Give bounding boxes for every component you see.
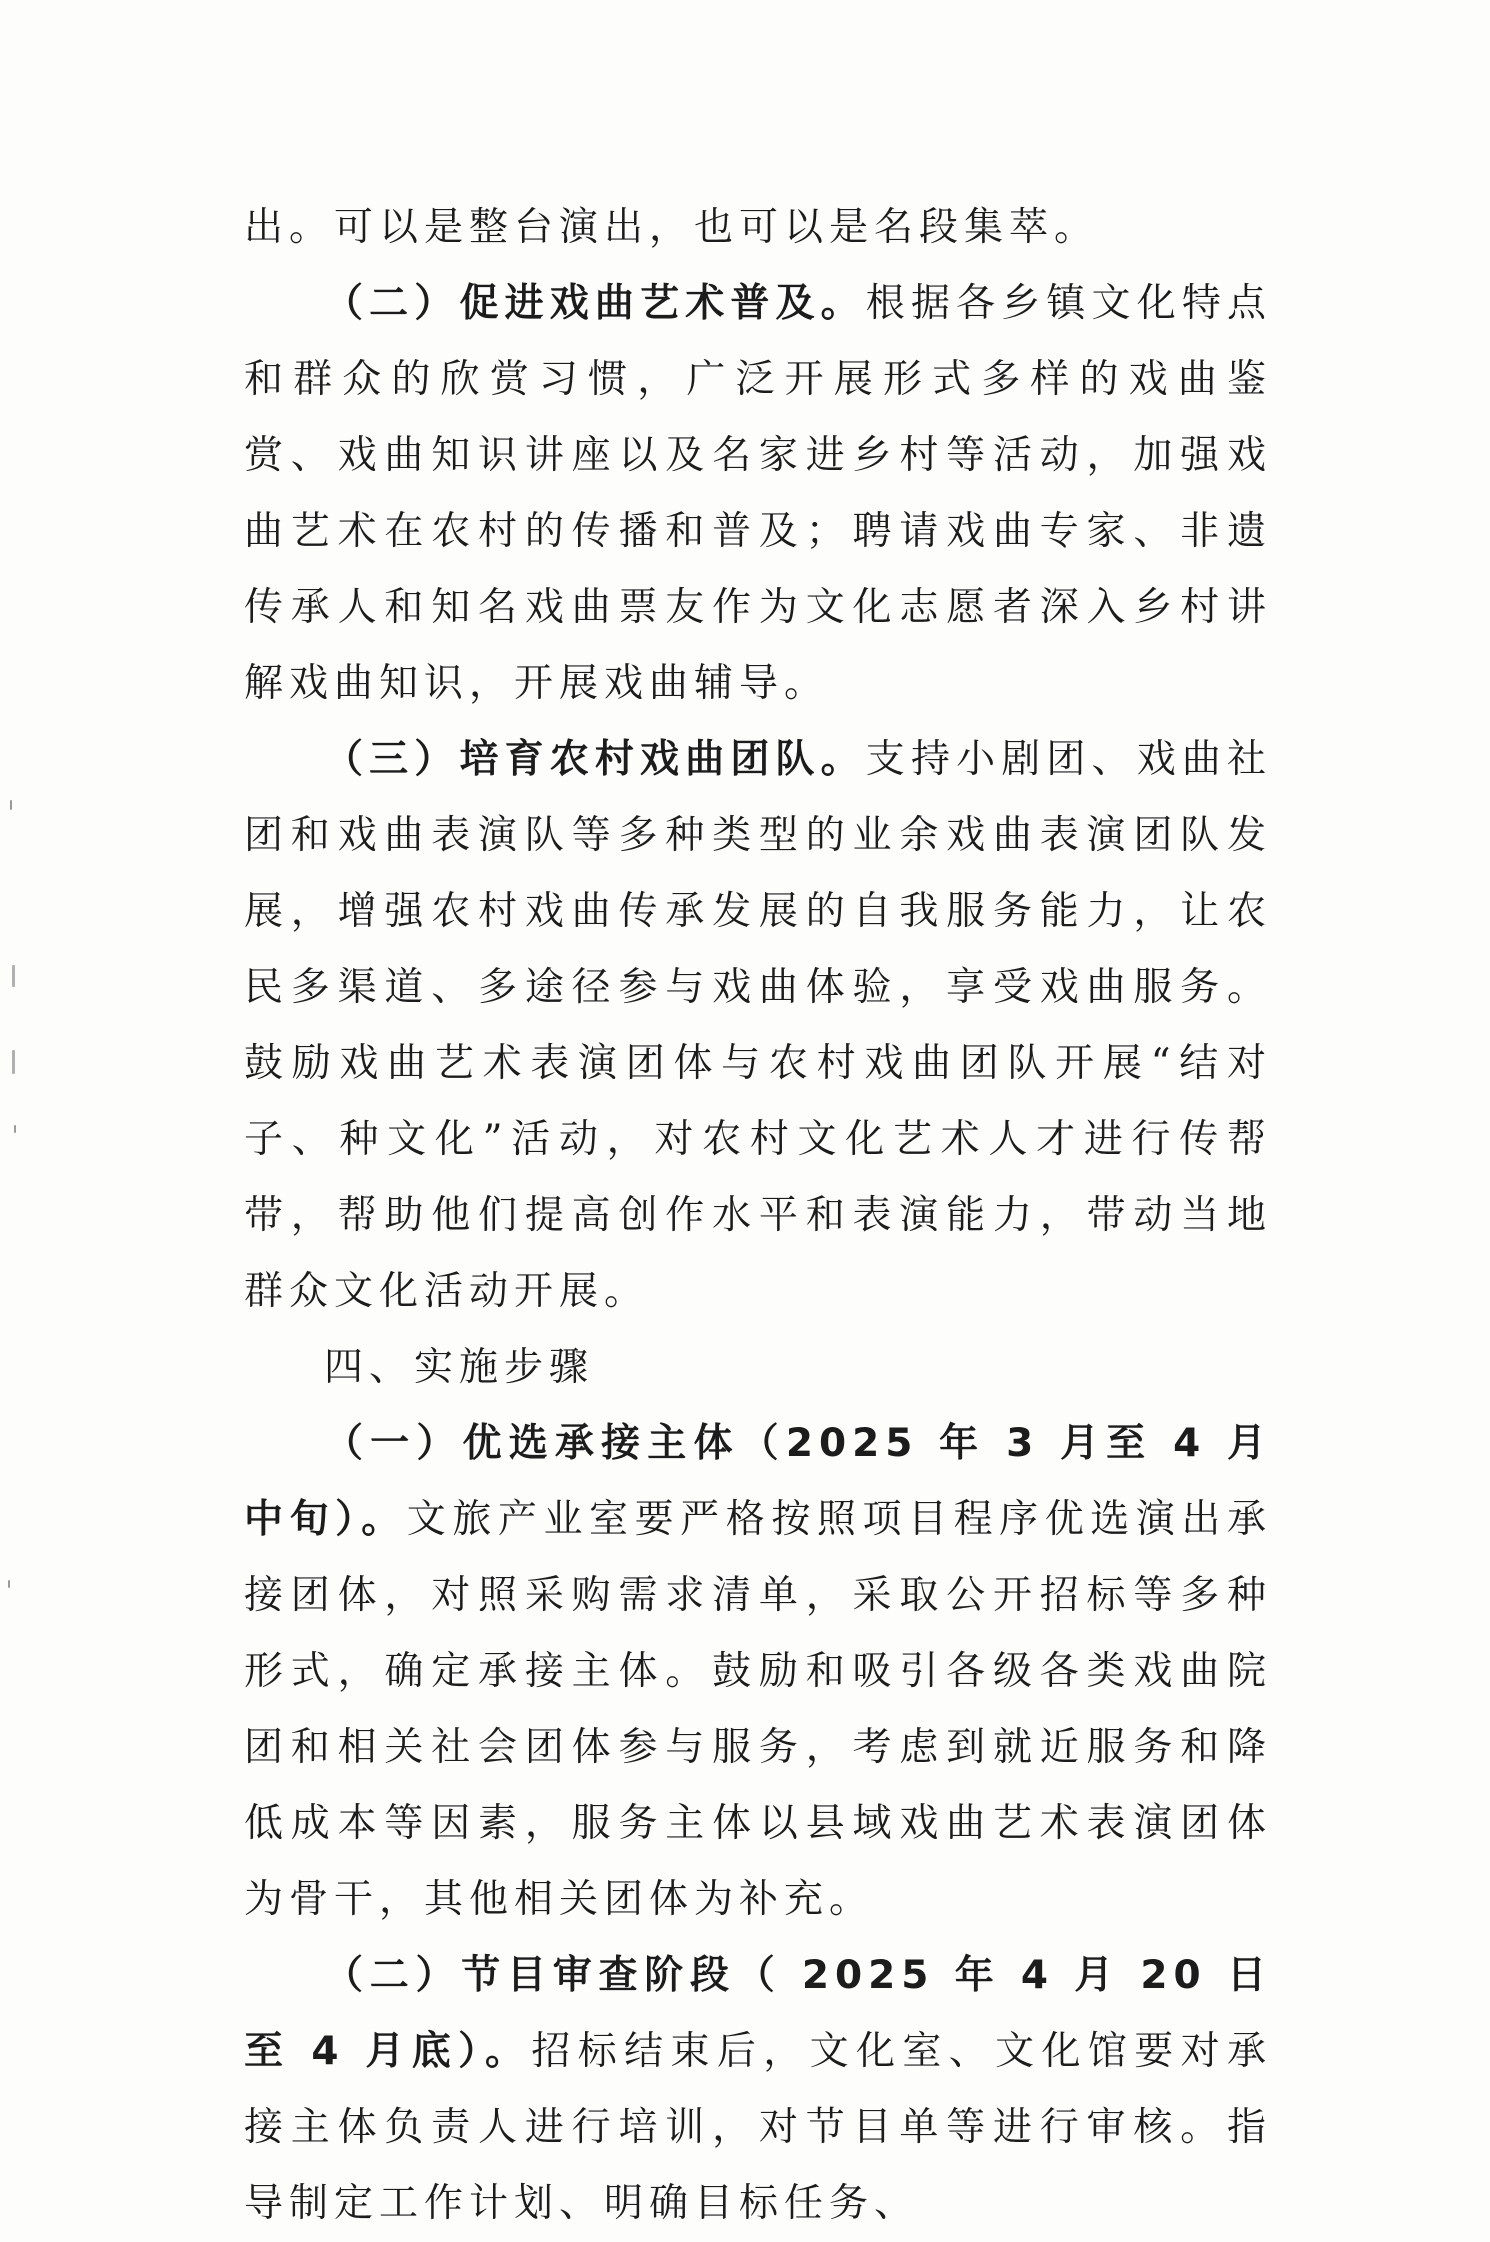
paragraph-promote-opera bbox=[244, 266, 1272, 722]
scan-mark bbox=[8, 1580, 10, 1588]
scan-mark bbox=[12, 965, 15, 987]
scan-mark bbox=[12, 1050, 15, 1074]
paragraph-text: 文旅产业室要严格按照项目程序优选演出承接团体，对照采购需求清单，采取公开招标等多种形式，确定承接主体。鼓励和吸引各级各类戏曲院团和相关社会团体参与服务，考虑到就近服务和降低成本等因素，服务主体以县域戏曲艺术表演团体为骨干，其他相关团体为补充。 bbox=[244, 1497, 1272, 1922]
paragraph-program-review bbox=[244, 1938, 1272, 2242]
paragraph-lead-heading: （一）优选承接主体（2025 年 3 月至 4 月中旬）。 bbox=[244, 1421, 1272, 1542]
paragraph-text: 支持小剧团、戏曲社团和戏曲表演队等多种类型的业余戏曲表演团队发展，增强农村戏曲传承发展的自我服务能力，让农民多渠道、多途径参与戏曲体验，享受戏曲服务。鼓励戏曲艺术表演团体与农村戏曲团队开展“结对子、种文化”活动，对农村文化艺术人才进行传帮带，帮助他们提高创作水平和表演能力，带动当地群众文化活动开展。 bbox=[244, 737, 1272, 1314]
paragraph-cultivate-teams bbox=[244, 722, 1272, 1330]
paragraph-text: 出。可以是整台演出，也可以是名段集萃。 bbox=[244, 205, 1100, 250]
paragraph-text: 根据各乡镇文化特点和群众的欣赏习惯，广泛开展形式多样的戏曲鉴赏、戏曲知识讲座以及名家进乡村等活动，加强戏曲艺术在农村的传播和普及；聘请戏曲专家、非遗传承人和知名戏曲票友作为文化志愿者深入乡村讲解戏曲知识，开展戏曲辅导。 bbox=[244, 281, 1272, 706]
document-body bbox=[244, 190, 1272, 2242]
paragraph-select-contractor bbox=[244, 1406, 1272, 1938]
paragraph-lead-heading: （二）节目审查阶段（ 2025 年 4 月 20 日至 4 月底）。 bbox=[244, 1953, 1272, 2074]
scan-mark bbox=[10, 800, 12, 810]
paragraph-text: 招标结束后，文化室、文化馆要对承接主体负责人进行培训，对节目单等进行审核。指导制定工作计划、明确目标任务、 bbox=[244, 2029, 1272, 2226]
paragraph-continuation bbox=[244, 190, 1272, 266]
scan-mark bbox=[14, 1125, 16, 1133]
paragraph-lead-heading: （二）促进戏曲艺术普及。 bbox=[324, 281, 866, 326]
paragraph-lead-heading: （三）培育农村戏曲团队。 bbox=[324, 737, 866, 782]
section-heading: 四、实施步骤 bbox=[324, 1345, 595, 1390]
